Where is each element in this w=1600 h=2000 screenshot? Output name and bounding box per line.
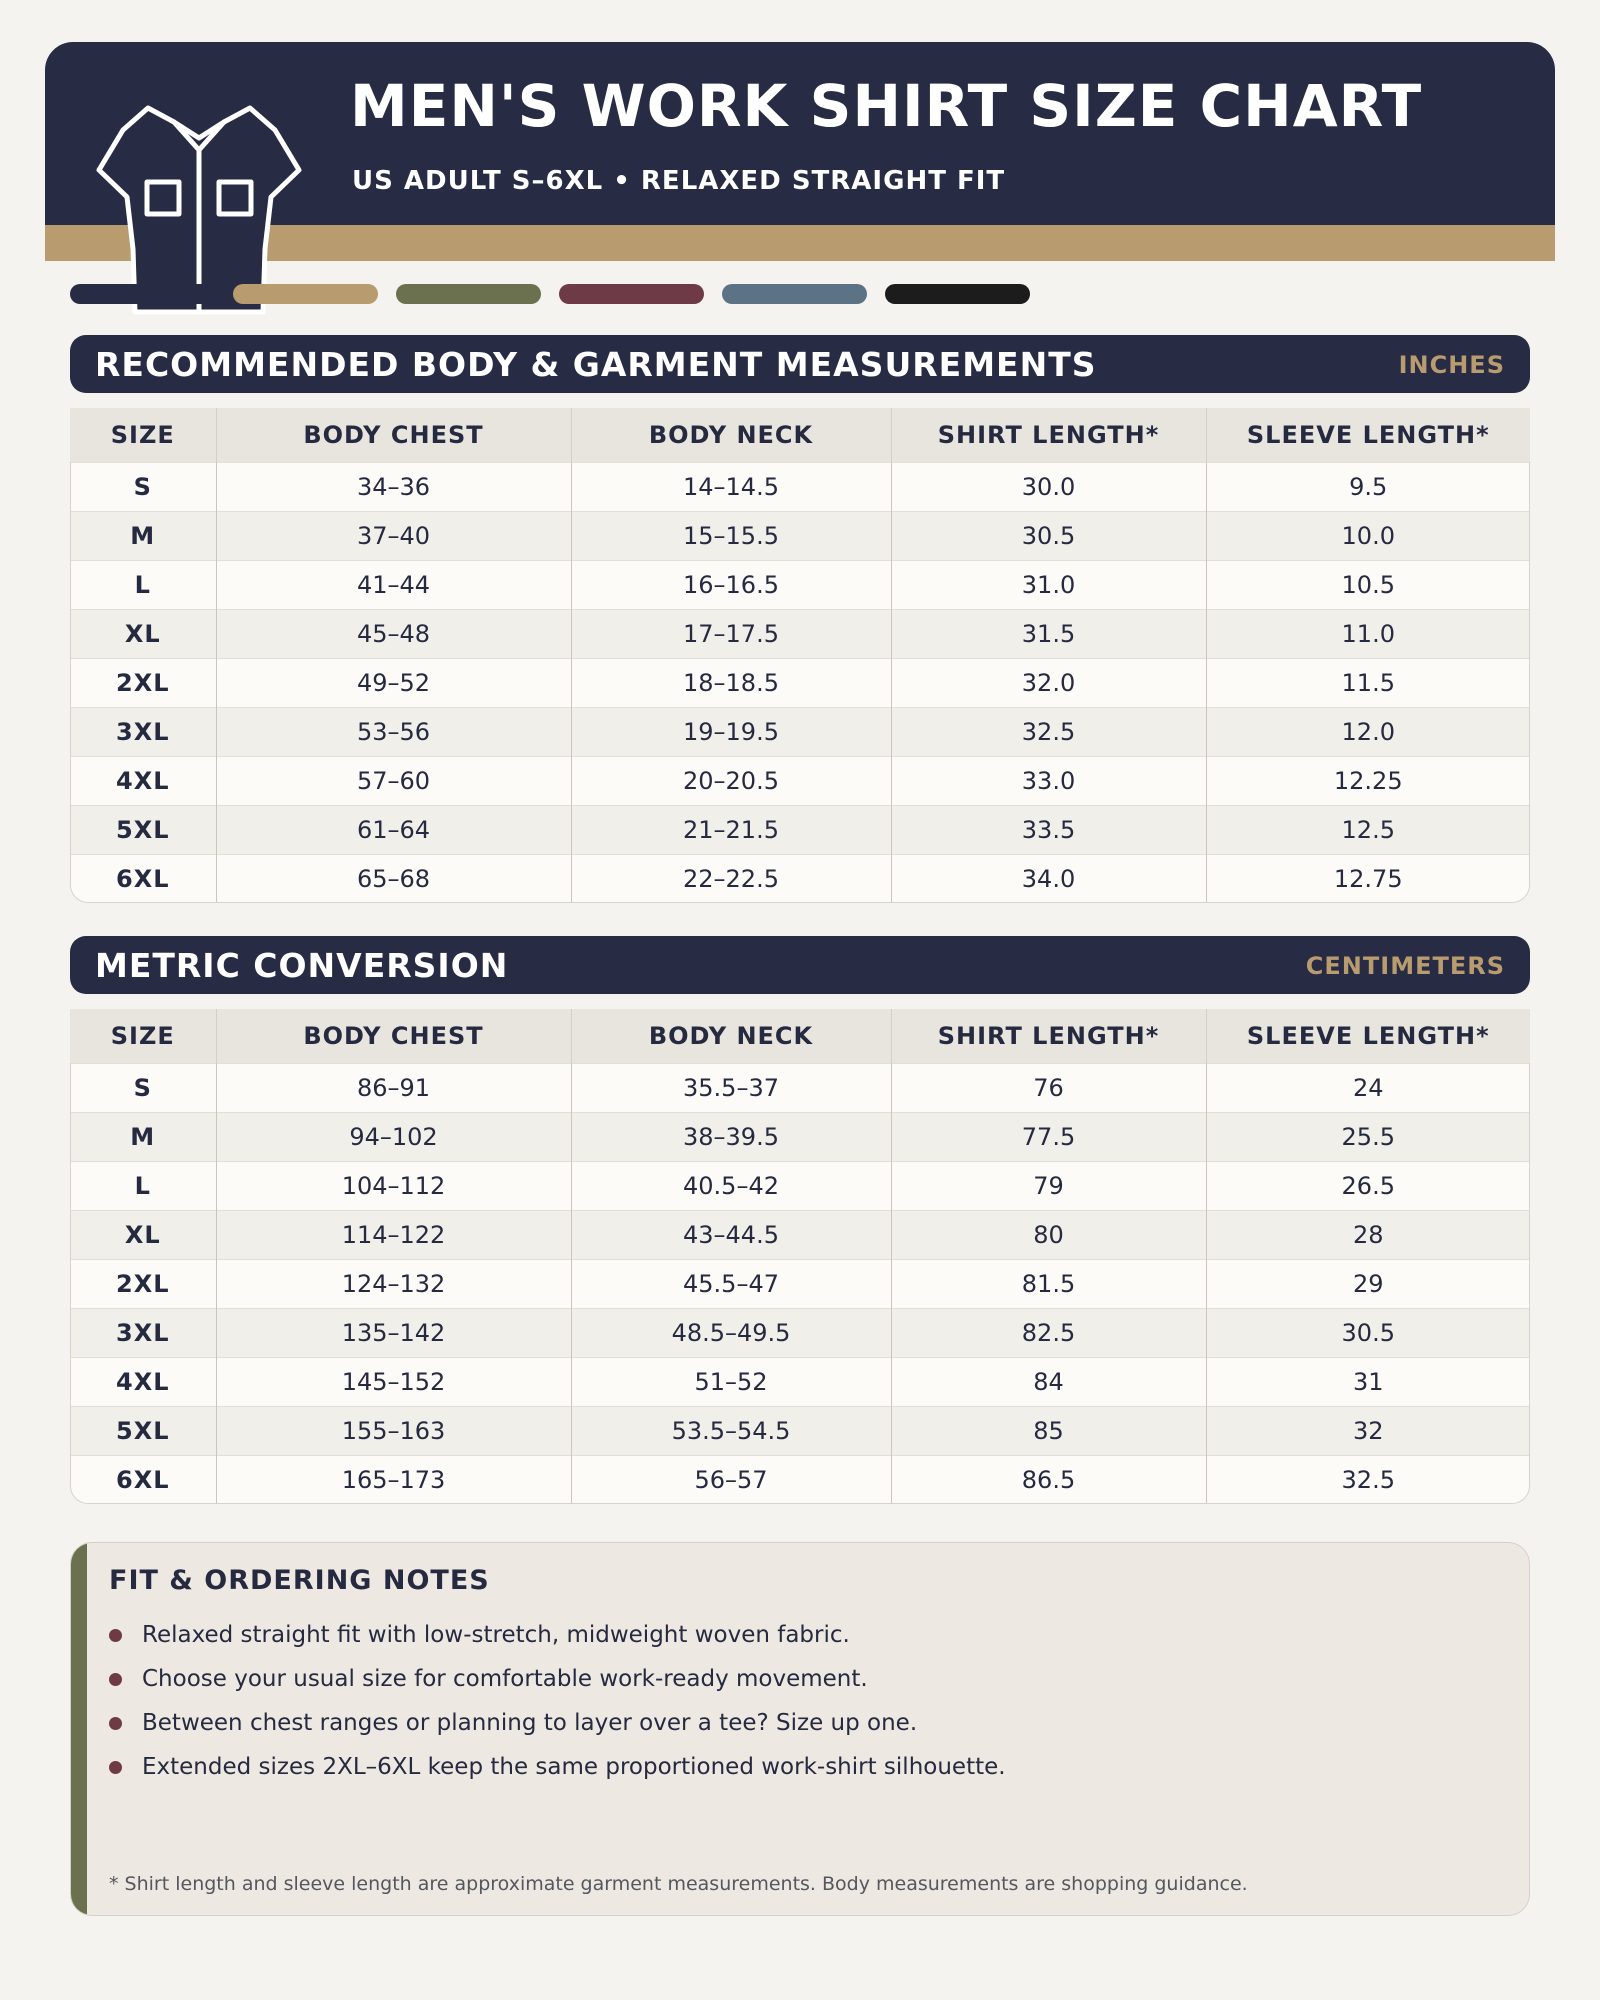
table-cell: 145–152: [216, 1357, 571, 1406]
table-cell: 53–56: [216, 707, 571, 756]
bullet-icon: [109, 1761, 122, 1774]
section-title: RECOMMENDED BODY & GARMENT MEASUREMENTS: [95, 345, 1097, 384]
table-cell: 12.5: [1206, 805, 1530, 854]
column-header: SIZE: [70, 1009, 216, 1063]
note-text: Relaxed straight fit with low-stretch, midweight woven fabric.: [142, 1622, 850, 1648]
table-cell: 11.5: [1206, 658, 1530, 707]
table-cell: 32: [1206, 1406, 1530, 1455]
column-header: SHIRT LENGTH*: [891, 1009, 1206, 1063]
table-cell: 135–142: [216, 1308, 571, 1357]
bullet-icon: [109, 1717, 122, 1730]
color-swatch: [722, 284, 867, 304]
color-swatch: [396, 284, 541, 304]
column-header: SHIRT LENGTH*: [891, 408, 1206, 462]
size-cell: XL: [70, 1210, 216, 1259]
note-text: Between chest ranges or planning to layer over a tee? Size up one.: [142, 1710, 918, 1736]
section-title: METRIC CONVERSION: [95, 946, 509, 985]
list-item: [109, 1657, 1006, 1701]
table-cell: 16–16.5: [571, 560, 891, 609]
metric-size-table: [70, 1009, 1530, 1504]
table-row: [70, 805, 1530, 854]
table-cell: 37–40: [216, 511, 571, 560]
size-cell: 2XL: [70, 658, 216, 707]
table-row: [70, 1161, 1530, 1210]
table-cell: 22–22.5: [571, 854, 891, 903]
table-cell: 65–68: [216, 854, 571, 903]
table-row: [70, 462, 1530, 511]
column-header: SLEEVE LENGTH*: [1206, 1009, 1530, 1063]
table-cell: 86–91: [216, 1063, 571, 1112]
table-cell: 14–14.5: [571, 462, 891, 511]
table-cell: 30.5: [1206, 1308, 1530, 1357]
fit-notes-panel: [70, 1542, 1530, 1916]
note-text: Choose your usual size for comfortable work-ready movement.: [142, 1666, 868, 1692]
table-row: [70, 1259, 1530, 1308]
table-cell: 57–60: [216, 756, 571, 805]
table-cell: 30.5: [891, 511, 1206, 560]
table-cell: 19–19.5: [571, 707, 891, 756]
size-cell: 5XL: [70, 805, 216, 854]
table-cell: 32.0: [891, 658, 1206, 707]
table-cell: 20–20.5: [571, 756, 891, 805]
table-cell: 76: [891, 1063, 1206, 1112]
size-cell: S: [70, 462, 216, 511]
size-cell: 3XL: [70, 707, 216, 756]
size-cell: 4XL: [70, 1357, 216, 1406]
section-unit-label: CENTIMETERS: [1305, 952, 1505, 980]
column-header: BODY CHEST: [216, 408, 571, 462]
metric-section-header: [70, 936, 1530, 994]
table-cell: 11.0: [1206, 609, 1530, 658]
color-swatch: [559, 284, 704, 304]
table-cell: 79: [891, 1161, 1206, 1210]
color-swatch: [233, 284, 378, 304]
table-cell: 31.0: [891, 560, 1206, 609]
table-cell: 15–15.5: [571, 511, 891, 560]
table-row: [70, 1406, 1530, 1455]
table-cell: 82.5: [891, 1308, 1206, 1357]
table-row: [70, 511, 1530, 560]
table-cell: 53.5–54.5: [571, 1406, 891, 1455]
table-cell: 84: [891, 1357, 1206, 1406]
column-header: BODY NECK: [571, 408, 891, 462]
table-cell: 31: [1206, 1357, 1530, 1406]
size-cell: S: [70, 1063, 216, 1112]
table-row: [70, 1112, 1530, 1161]
page-title: MEN'S WORK SHIRT SIZE CHART: [350, 72, 1423, 140]
table-row: [70, 658, 1530, 707]
column-header: SLEEVE LENGTH*: [1206, 408, 1530, 462]
table-row: [70, 707, 1530, 756]
list-item: [109, 1701, 1006, 1745]
table-cell: 77.5: [891, 1112, 1206, 1161]
table-cell: 18–18.5: [571, 658, 891, 707]
table-cell: 10.0: [1206, 511, 1530, 560]
table-cell: 80: [891, 1210, 1206, 1259]
table-cell: 48.5–49.5: [571, 1308, 891, 1357]
imperial-size-table: [70, 408, 1530, 903]
table-cell: 41–44: [216, 560, 571, 609]
section-unit-label: INCHES: [1398, 351, 1505, 379]
bullet-icon: [109, 1673, 122, 1686]
size-cell: M: [70, 511, 216, 560]
color-swatch: [70, 284, 215, 304]
table-cell: 43–44.5: [571, 1210, 891, 1259]
footnote: * Shirt length and sleeve length are approximate garment measurements. Body measurements are shopping guidance.: [109, 1873, 1248, 1895]
table-cell: 34–36: [216, 462, 571, 511]
table-cell: 94–102: [216, 1112, 571, 1161]
table-cell: 12.25: [1206, 756, 1530, 805]
table-cell: 38–39.5: [571, 1112, 891, 1161]
table-cell: 45.5–47: [571, 1259, 891, 1308]
table-header-row: [70, 408, 1530, 462]
bullet-icon: [109, 1629, 122, 1642]
table-cell: 24: [1206, 1063, 1530, 1112]
imperial-section-header: [70, 335, 1530, 393]
table-cell: 10.5: [1206, 560, 1530, 609]
size-cell: 6XL: [70, 1455, 216, 1504]
table-header-row: [70, 1009, 1530, 1063]
table-cell: 35.5–37: [571, 1063, 891, 1112]
table-cell: 28: [1206, 1210, 1530, 1259]
table-cell: 49–52: [216, 658, 571, 707]
table-cell: 9.5: [1206, 462, 1530, 511]
size-cell: 6XL: [70, 854, 216, 903]
size-cell: XL: [70, 609, 216, 658]
notes-list: [109, 1613, 1006, 1789]
list-item: [109, 1613, 1006, 1657]
table-cell: 45–48: [216, 609, 571, 658]
table-row: [70, 609, 1530, 658]
table-row: [70, 1210, 1530, 1259]
size-cell: M: [70, 1112, 216, 1161]
column-header: BODY NECK: [571, 1009, 891, 1063]
page-subtitle: US ADULT S–6XL • RELAXED STRAIGHT FIT: [352, 166, 1006, 196]
table-cell: 32.5: [891, 707, 1206, 756]
table-cell: 51–52: [571, 1357, 891, 1406]
table-row: [70, 1308, 1530, 1357]
color-swatch: [885, 284, 1030, 304]
table-row: [70, 756, 1530, 805]
size-cell: L: [70, 1161, 216, 1210]
table-cell: 85: [891, 1406, 1206, 1455]
table-cell: 33.5: [891, 805, 1206, 854]
table-cell: 104–112: [216, 1161, 571, 1210]
table-row: [70, 854, 1530, 903]
table-cell: 40.5–42: [571, 1161, 891, 1210]
table-cell: 81.5: [891, 1259, 1206, 1308]
color-swatches: [70, 284, 1030, 304]
table-cell: 26.5: [1206, 1161, 1530, 1210]
table-cell: 56–57: [571, 1455, 891, 1504]
table-cell: 34.0: [891, 854, 1206, 903]
table-cell: 21–21.5: [571, 805, 891, 854]
table-row: [70, 1357, 1530, 1406]
table-cell: 155–163: [216, 1406, 571, 1455]
table-cell: 124–132: [216, 1259, 571, 1308]
table-cell: 17–17.5: [571, 609, 891, 658]
table-cell: 165–173: [216, 1455, 571, 1504]
size-cell: 3XL: [70, 1308, 216, 1357]
size-cell: 2XL: [70, 1259, 216, 1308]
notes-accent-bar: [71, 1543, 87, 1915]
table-cell: 30.0: [891, 462, 1206, 511]
table-cell: 12.0: [1206, 707, 1530, 756]
column-header: BODY CHEST: [216, 1009, 571, 1063]
notes-title: FIT & ORDERING NOTES: [109, 1565, 490, 1596]
table-cell: 114–122: [216, 1210, 571, 1259]
table-cell: 33.0: [891, 756, 1206, 805]
table-cell: 32.5: [1206, 1455, 1530, 1504]
table-cell: 12.75: [1206, 854, 1530, 903]
size-cell: 5XL: [70, 1406, 216, 1455]
column-header: SIZE: [70, 408, 216, 462]
table-cell: 29: [1206, 1259, 1530, 1308]
table-row: [70, 560, 1530, 609]
header-banner: [45, 42, 1555, 261]
size-cell: L: [70, 560, 216, 609]
table-cell: 61–64: [216, 805, 571, 854]
table-row: [70, 1455, 1530, 1504]
list-item: [109, 1745, 1006, 1789]
table-row: [70, 1063, 1530, 1112]
note-text: Extended sizes 2XL–6XL keep the same proportioned work-shirt silhouette.: [142, 1754, 1006, 1780]
size-cell: 4XL: [70, 756, 216, 805]
table-cell: 86.5: [891, 1455, 1206, 1504]
table-cell: 31.5: [891, 609, 1206, 658]
table-cell: 25.5: [1206, 1112, 1530, 1161]
